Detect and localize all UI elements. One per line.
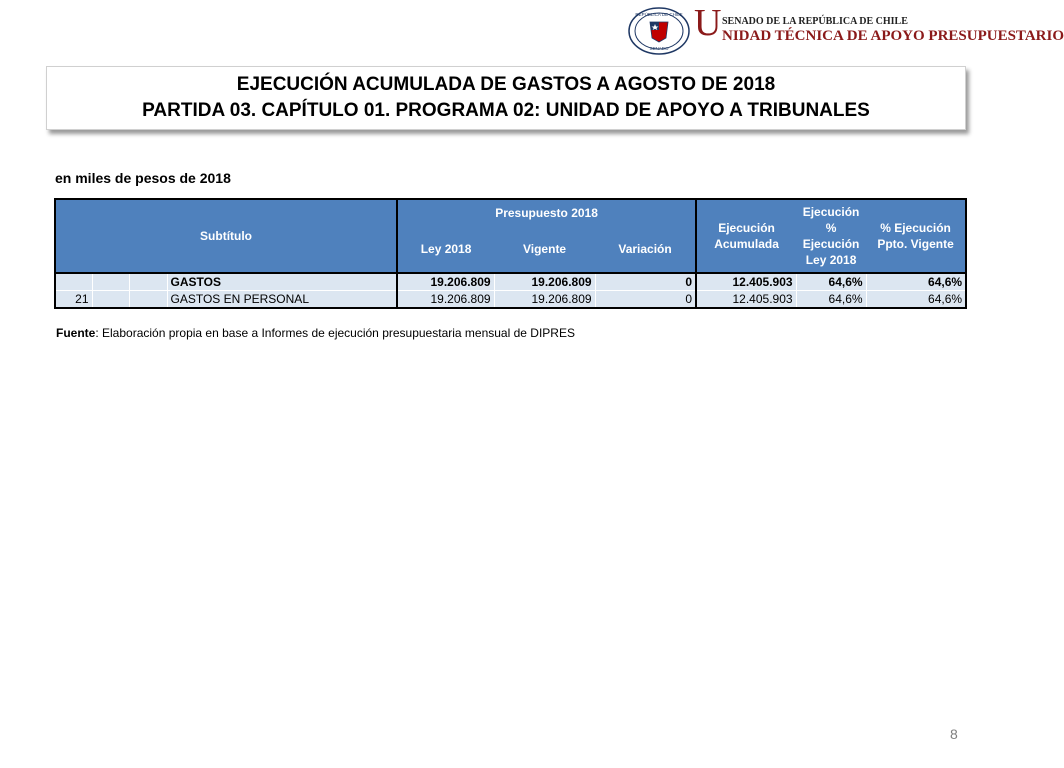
header-subtitulo: Subtítulo <box>55 199 397 273</box>
cell-pct-ley: 64,6% <box>796 273 866 291</box>
header-presupuesto: Presupuesto 2018 <box>397 199 696 226</box>
cell-subtitulo <box>55 273 92 291</box>
unit-note: en miles de pesos de 2018 <box>55 170 231 186</box>
cell-pct-ley: 64,6% <box>796 291 866 309</box>
senate-seal-icon <box>626 6 692 56</box>
page-title: EJECUCIÓN ACUMULADA DE GASTOS A AGOSTO DE 2018 <box>236 74 776 95</box>
cell-pct-vigente: 64,6% <box>866 291 966 309</box>
budget-table <box>54 198 967 309</box>
cell-ejecucion: 12.405.903 <box>696 273 796 291</box>
source-text: : Elaboración propia en base a Informes de ejecución presupuestaria mensual de DIPRES <box>95 326 575 340</box>
cell-ley: 19.206.809 <box>397 273 494 291</box>
brand-initial: U <box>694 2 722 44</box>
svg-text:REPÚBLICA DE CHILE: REPÚBLICA DE CHILE <box>635 12 683 17</box>
source-label: Fuente <box>56 326 96 340</box>
cell-vigente: 19.206.809 <box>494 273 595 291</box>
header-logo <box>626 2 1064 56</box>
cell-ejecucion: 12.405.903 <box>696 291 796 309</box>
brand-senate-name: SENADO DE LA REPÚBLICA DE CHILE <box>722 16 908 27</box>
cell-denominacion: GASTOS EN PERSONAL <box>167 291 397 309</box>
header-variacion: Variación <box>595 226 696 273</box>
cell-item <box>92 291 129 309</box>
page-subtitle: PARTIDA 03. CAPÍTULO 01. PROGRAMA 02: UNIDAD DE APOYO A TRIBUNALES <box>142 100 870 121</box>
cell-asignacion <box>129 291 167 309</box>
header-ley: Ley 2018 <box>397 226 494 273</box>
table-row <box>55 291 966 309</box>
cell-item <box>92 273 129 291</box>
cell-pct-vigente: 64,6% <box>866 273 966 291</box>
cell-vigente: 19.206.809 <box>494 291 595 309</box>
page-number: 8 <box>950 726 958 742</box>
header-pct-ejecucion-vigente: % Ejecución Ppto. Vigente <box>866 199 966 273</box>
cell-subtitulo: 21 <box>55 291 92 309</box>
cell-denominacion: GASTOS <box>167 273 397 291</box>
svg-text:SENADO: SENADO <box>649 46 669 51</box>
cell-variacion: 0 <box>595 291 696 309</box>
header-pct-ejecucion-ley: Ejecución % Ejecución Ley 2018 <box>796 199 866 273</box>
cell-asignacion <box>129 273 167 291</box>
brand-unit-name: NIDAD TÉCNICA DE APOYO PRESUPUESTARIO <box>722 28 1064 44</box>
source-note <box>56 326 575 340</box>
cell-variacion: 0 <box>595 273 696 291</box>
cell-ley: 19.206.809 <box>397 291 494 309</box>
header-vigente: Vigente <box>494 226 595 273</box>
table-row <box>55 273 966 291</box>
header-ejecucion-acumulada: Ejecución Acumulada <box>696 199 796 273</box>
title-box <box>46 66 966 130</box>
